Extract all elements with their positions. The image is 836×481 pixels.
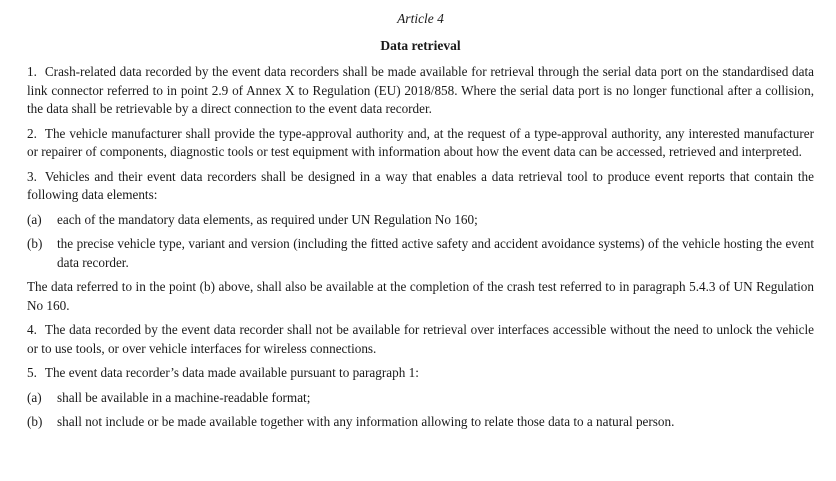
list-item-label: (a) [27, 389, 42, 405]
list-item-label: (a) [27, 211, 42, 227]
paragraph-5-number: 5. [27, 365, 37, 380]
paragraph-3-number: 3. [27, 168, 37, 184]
paragraph-2 [27, 125, 814, 162]
list-item [27, 413, 814, 432]
list-item-label: (b) [27, 414, 43, 429]
paragraph-4 [27, 321, 814, 358]
paragraph-4-number: 4. [27, 322, 37, 337]
paragraph-2-number: 2. [27, 125, 37, 141]
list-item-text: shall not include or be made available together with any information allowing to relate those data to a natural person. [57, 414, 675, 429]
article-title: Data retrieval [380, 38, 461, 53]
paragraph-3 [27, 168, 814, 205]
list-item [27, 211, 814, 230]
paragraph-1-text: Crash-related data recorded by the event data recorders shall be made available for retrieval through the serial data port on the standardised data link connector referred to in point 2.9 of Annex X to Regulation (EU) 2018/858. Where the serial data port is no longer functional after a collision, the data shall be retrievable by a direct connection to the event data recorder. [27, 64, 814, 116]
paragraph-1-number: 1. [27, 64, 37, 79]
paragraph-3-note: The data referred to in the point (b) above, shall also be available at the completion of the crash test referred to in paragraph 5.4.3 of UN Regulation No 160. [27, 279, 814, 313]
list-item-text: each of the mandatory data elements, as required under UN Regulation No 160; [57, 211, 478, 227]
paragraph-5 [27, 364, 814, 383]
paragraph-2-text: The vehicle manufacturer shall provide the type-approval authority and, at the request of a type-approval authority, any interested manufacturer or repairer of components, diagnostic tools or test equipment with information about how the event data can be accessed, retrieved and interpreted. [27, 125, 814, 159]
list-item-label: (b) [27, 236, 43, 251]
paragraph-4-text: The data recorded by the event data recorder shall not be available for retrieval over interfaces accessible without the need to unlock the vehicle or to use tools, or over vehicle interfaces for wireless connections. [27, 322, 814, 356]
article-number: Article 4 [397, 11, 444, 26]
list-item [27, 235, 814, 272]
paragraph-1 [27, 63, 814, 119]
list-item [27, 389, 814, 408]
list-item-text: shall be available in a machine-readable format; [57, 389, 311, 405]
paragraph-5-text: The event data recorder’s data made available pursuant to paragraph 1: [44, 365, 419, 380]
list-item-text: the precise vehicle type, variant and version (including the fitted active safety and accident avoidance systems) of the vehicle hosting the event data recorder. [57, 236, 814, 270]
paragraph-3-text: Vehicles and their event data recorders shall be designed in a way that enables a data retrieval tool to produce event reports that contain the following data elements: [27, 168, 814, 202]
